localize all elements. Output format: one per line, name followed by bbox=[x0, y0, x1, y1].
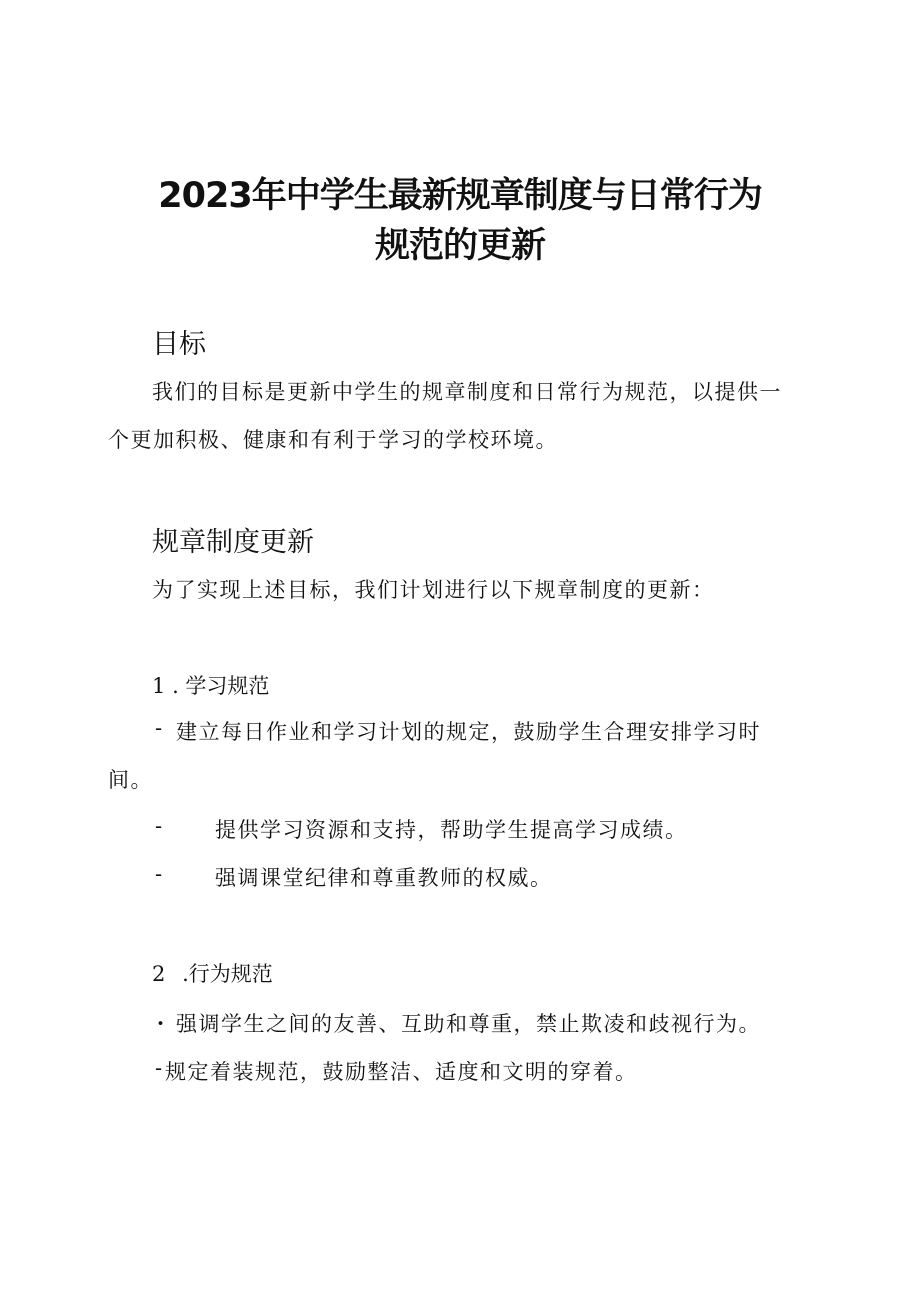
section1-item1-dash: - bbox=[155, 716, 163, 740]
goal-heading: 目标 bbox=[152, 329, 206, 360]
section1-number: 1 bbox=[152, 674, 166, 698]
section2-number: 2 bbox=[152, 962, 166, 986]
section1-item2-text: 提供学习资源和支持，帮助学生提高学习成绩。 bbox=[215, 818, 688, 842]
rules-heading: 规章制度更新 bbox=[152, 527, 314, 558]
document-title-line1: 2023年中学生最新规章制度与日常行为 bbox=[158, 176, 762, 216]
section1-item2-dash: - bbox=[155, 814, 163, 838]
section2-item2-dash: - bbox=[155, 1056, 163, 1080]
goal-paragraph-line2: 个更加积极、健康和有利于学习的学校环境。 bbox=[108, 428, 558, 452]
document-title-line2: 规范的更新 bbox=[374, 226, 545, 266]
goal-paragraph-line1: 我们的目标是更新中学生的规章制度和日常行为规范，以提供一 bbox=[152, 380, 782, 404]
section1-item1-line1: 建立每日作业和学习计划的规定，鼓励学生合理安排学习时 bbox=[176, 720, 761, 744]
section2-header bbox=[152, 958, 273, 988]
section1-header bbox=[152, 670, 269, 700]
section1-item1-line2: 间。 bbox=[108, 768, 153, 792]
section1-item3-text: 强调课堂纪律和尊重教师的权威。 bbox=[215, 866, 553, 890]
section2-title: .行为规范 bbox=[182, 962, 273, 986]
section2-item1-text: 强调学生之间的友善、互助和尊重，禁止欺凌和歧视行为。 bbox=[176, 1012, 761, 1036]
section1-item3-dash: - bbox=[155, 862, 163, 886]
rules-intro: 为了实现上述目标，我们计划进行以下规章制度的更新： bbox=[152, 578, 715, 602]
section2-item1-bullet: ・ bbox=[150, 1012, 171, 1036]
section1-title: . 学习规范 bbox=[172, 674, 270, 698]
section2-item2-text: 规定着装规范，鼓励整洁、适度和文明的穿着。 bbox=[165, 1060, 638, 1084]
